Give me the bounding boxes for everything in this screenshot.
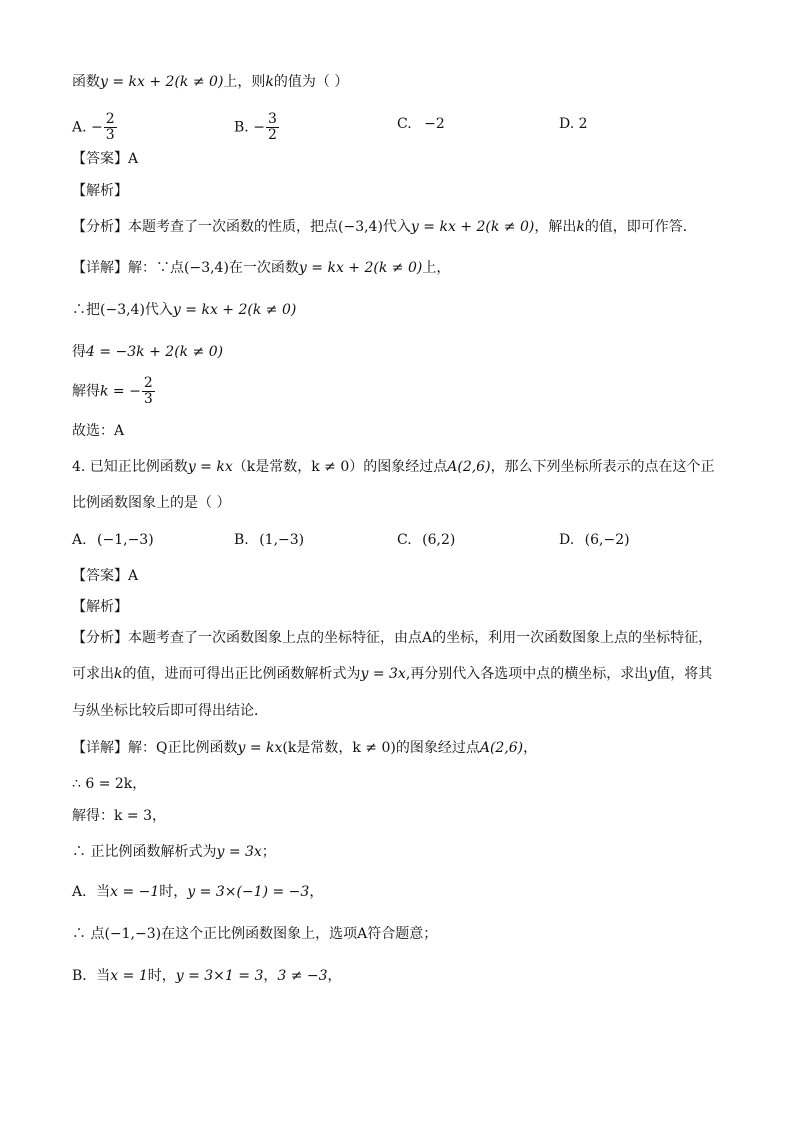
option-label: B. <box>234 532 249 548</box>
q3-step3-lhs: k = − <box>100 383 141 400</box>
q4-stem-paren: （k是常数，k ≠ 0） <box>232 459 364 475</box>
q3-fenxi-text-4: 的值，即可作答． <box>584 219 697 235</box>
option-value: (−1,−3) <box>97 532 154 548</box>
fraction-denominator: 3 <box>105 127 115 143</box>
fraction-numerator: 3 <box>267 111 277 127</box>
option-label: A. <box>72 119 87 136</box>
option-value: (6,2) <box>422 532 456 548</box>
option-label: B. <box>234 119 249 136</box>
option-sign: − <box>91 119 103 136</box>
q4-step1: ∴ 6 = 2k， <box>72 776 147 792</box>
q3-fenxi-k: k <box>576 219 585 235</box>
q3-stem-text-3: 的值为（ ） <box>273 74 349 90</box>
q4-step4-text: A．当 <box>72 884 111 900</box>
q3-option-b <box>234 112 280 143</box>
q4-detail-text: 【详解】解：Q正比例函数 <box>72 740 238 756</box>
q4-option-d <box>559 530 630 550</box>
q4-step3-formula: y = 3x <box>216 844 262 860</box>
q4-option-a <box>72 530 154 550</box>
q4-step2: 解得：k = 3， <box>72 808 167 824</box>
q3-detail-text-3: 上， <box>422 260 451 276</box>
option-value: −2 <box>424 116 445 132</box>
option-label: C. <box>397 532 412 548</box>
option-value: 2 <box>578 116 588 132</box>
option-label: D. <box>559 532 575 548</box>
q4-step4-text-2: 时， <box>159 884 188 900</box>
q4-fenxi-formula: y = 3x <box>360 666 406 682</box>
q4-stem-text-3: ，那么下列坐标所表示的点在这个正 <box>490 459 715 475</box>
q3-step2-formula: 4 = −3k + 2(k ≠ 0) <box>86 344 224 360</box>
q3-detail-text-2: 在一次函数 <box>228 260 299 276</box>
q4-stem-text: 4. 已知正比例函数 <box>72 459 188 475</box>
q3-step2-text: 得 <box>72 344 86 360</box>
q4-detail-point: A(2,6) <box>479 740 524 756</box>
q4-answer: 【答案】A <box>72 568 139 584</box>
q4-step4 <box>72 882 323 902</box>
fraction-numerator: 2 <box>105 111 115 127</box>
q4-detail-text-3: ， <box>523 740 538 756</box>
q3-fenxi-text-3: ，解出 <box>534 219 577 235</box>
option-value: (1,−3) <box>259 532 305 548</box>
q4-step5-text-2: 在这个正比例函数图象上，选项A符合题意； <box>161 926 438 942</box>
q3-fenxi-point: (−3,4) <box>338 219 383 235</box>
q3-fenxi-text-2: 代入 <box>382 219 411 235</box>
q4-fenxi-text-4: 值，将其 <box>656 666 713 682</box>
q4-step4-formula: y = 3×(−1) = −3 <box>187 884 310 900</box>
q3-choose: 故选：A <box>72 423 125 439</box>
q4-analysis-title: 【解析】 <box>72 599 128 615</box>
fraction-denominator: 3 <box>143 391 153 407</box>
q4-step6 <box>72 966 342 986</box>
q3-detail-text: 【详解】解：∵点 <box>72 260 184 276</box>
q4-detail-text-2: 的图象经过点 <box>395 740 480 756</box>
q3-step1 <box>72 300 296 320</box>
option-fraction <box>266 112 279 143</box>
q4-step6-text-2: 时， <box>147 968 176 984</box>
q3-step1-formula: y = kx + 2(k ≠ 0) <box>172 302 297 318</box>
q4-fenxi-text-3: ,再分别代入各选项中点的横坐标，求出 <box>405 666 649 682</box>
q3-step1-point: (−3,4) <box>100 302 145 318</box>
q4-step5 <box>72 924 437 944</box>
q3-option-a <box>72 112 118 143</box>
option-fraction <box>104 112 117 143</box>
q3-step1-text-2: 代入 <box>144 302 173 318</box>
q4-step3-text-2: ； <box>261 844 276 860</box>
option-sign: − <box>253 119 265 136</box>
fraction-numerator: 2 <box>143 375 153 391</box>
fraction-denominator: 2 <box>267 127 277 143</box>
q3-detail-point: (−3,4) <box>184 260 229 276</box>
q3-step1-text: ∴把 <box>72 302 100 318</box>
q4-step6-inequality: 3 ≠ −3 <box>277 968 328 984</box>
q4-step3-text: ∴ 正比例函数解析式为 <box>72 844 217 860</box>
q4-option-b <box>234 530 304 550</box>
q3-step3-text: 解得 <box>72 383 100 400</box>
q4-step3 <box>72 842 276 862</box>
q4-fenxi-line1: 【分析】本题考查了一次函数图象上点的坐标特征，由点A的坐标，利用一次函数图象上点的坐标特征， <box>72 630 713 646</box>
q4-step4-x: x = −1 <box>110 884 160 900</box>
q3-stem <box>72 72 348 92</box>
q3-fenxi-formula: y = kx + 2(k ≠ 0) <box>410 219 535 235</box>
q4-step6-text: B．当 <box>72 968 111 984</box>
q4-step6-text-3: ， <box>263 968 278 984</box>
q4-step6-formula: y = 3×1 = 3 <box>175 968 264 984</box>
q4-fenxi-line3: 与纵坐标比较后即可得出结论． <box>72 703 268 719</box>
q3-stem-formula: y = kx + 2(k ≠ 0) <box>100 74 224 90</box>
q3-analysis-title: 【解析】 <box>72 183 128 199</box>
q4-detail <box>72 738 537 758</box>
q4-detail-paren: (k是常数，k ≠ 0) <box>282 740 396 756</box>
q4-detail-formula: y = kx <box>237 740 283 756</box>
q3-step2 <box>72 342 223 362</box>
q4-fenxi-text: 可求出 <box>72 666 114 682</box>
q3-option-d <box>559 114 588 134</box>
q3-step3-fraction <box>142 376 155 407</box>
q3-answer: 【答案】A <box>72 151 139 167</box>
option-label: A. <box>72 532 87 548</box>
q4-step5-point: (−1,−3) <box>104 926 162 942</box>
q4-step6-text-4: ， <box>327 968 342 984</box>
q4-step5-text: ∴ 点 <box>72 926 105 942</box>
q4-fenxi-y: y <box>648 666 657 682</box>
q4-option-c <box>397 530 455 550</box>
q3-stem-k: k <box>265 74 274 90</box>
q3-detail-formula: y = kx + 2(k ≠ 0) <box>298 260 423 276</box>
q4-step6-x: x = 1 <box>110 968 148 984</box>
q4-fenxi-text-2: 的值，进而可得出正比例函数解析式为 <box>122 666 361 682</box>
q4-step4-text-3: ， <box>309 884 324 900</box>
option-value: (6,−2) <box>584 532 630 548</box>
q4-stem-line2: 比例函数图象上的是（ ） <box>72 495 231 511</box>
option-label: C. <box>397 116 412 132</box>
q3-option-c <box>397 114 445 134</box>
q3-detail <box>72 258 450 278</box>
q4-fenxi-line2 <box>72 664 712 684</box>
q3-stem-text: 函数 <box>72 74 100 90</box>
q4-stem <box>72 457 715 477</box>
q4-stem-formula: y = kx <box>187 459 233 475</box>
option-label: D. <box>559 116 575 132</box>
q3-step3 <box>72 376 156 407</box>
q3-fenxi-text: 【分析】本题考查了一次函数的性质，把点 <box>72 219 338 235</box>
q4-stem-point: A(2,6) <box>447 459 491 475</box>
q3-fenxi <box>72 217 697 237</box>
q4-fenxi-k: k <box>114 666 123 682</box>
q3-stem-text-2: 上，则 <box>223 74 266 90</box>
q4-stem-text-2: 的图象经过点 <box>363 459 448 475</box>
